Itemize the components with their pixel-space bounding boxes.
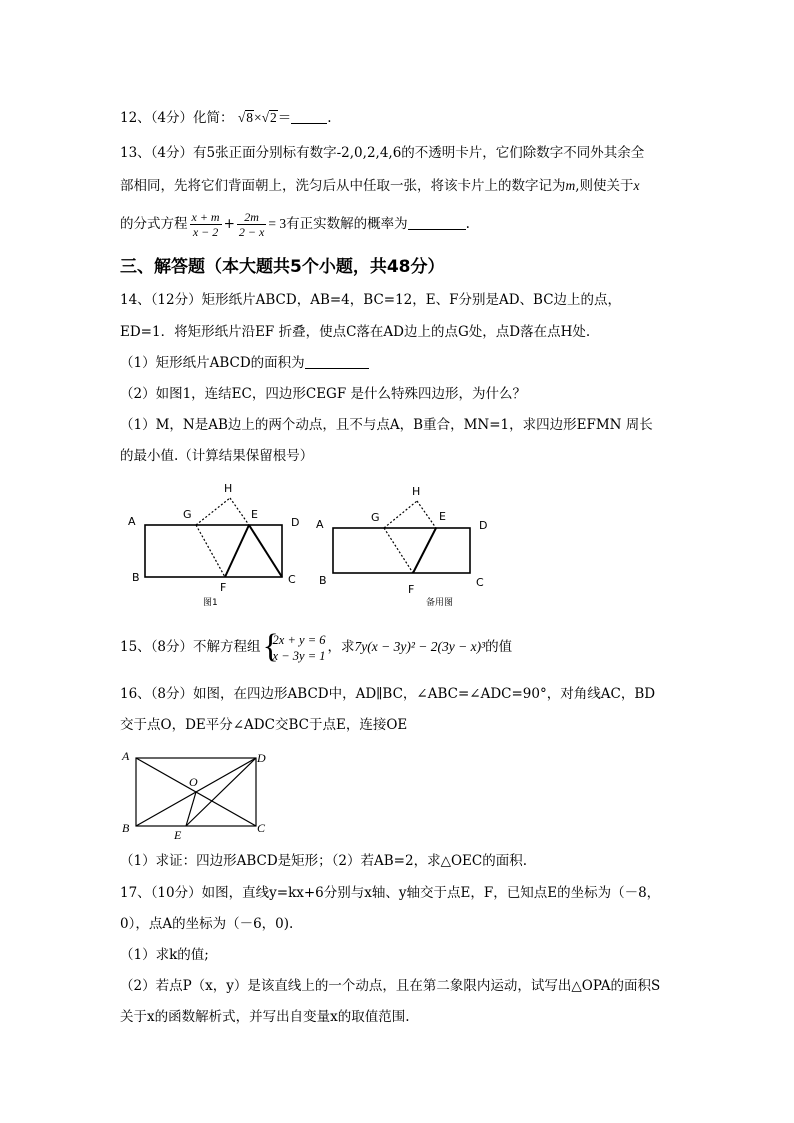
question-number: 14、	[120, 292, 151, 308]
label-c: C	[476, 576, 484, 589]
period: .	[465, 216, 470, 232]
question-14-part-1	[120, 353, 676, 373]
question-16-parts: （1）求证：四边形ABCD是矩形；（2）若AB=2，求△OEC的面积.	[120, 853, 527, 869]
question-17-part-1: （1）求k的值;	[120, 947, 209, 963]
question-number: 12、	[120, 110, 151, 126]
variable-m: m	[565, 178, 576, 193]
label-d: D	[257, 751, 266, 765]
brace: {	[262, 627, 279, 665]
fold-gf	[196, 525, 225, 577]
question-text: 不解方程组	[193, 639, 261, 655]
fold-gh	[196, 498, 230, 525]
label-e: E	[174, 828, 182, 842]
label-h: H	[412, 485, 421, 498]
answer-blank	[305, 354, 369, 369]
question-score: （8分）	[150, 639, 194, 655]
label-a: A	[122, 749, 130, 763]
answer-blank	[408, 215, 466, 230]
question-16-line-1	[120, 684, 676, 704]
question-score: （8分）	[150, 686, 194, 702]
section-heading: 三、解答题（本大题共5个小题，共48分）	[120, 257, 445, 277]
question-15	[120, 627, 676, 667]
question-13-line-1	[120, 143, 676, 163]
question-text: 的值	[485, 639, 513, 655]
question-text: 部相同，先将它们背面朝上，洗匀后从中任取一张，将该卡片上的数字记为	[120, 178, 566, 194]
sqrt-expression: √8×√2	[237, 110, 277, 125]
figure-caption: 备用图	[426, 598, 454, 608]
fold-he	[417, 501, 436, 528]
figure-2	[316, 485, 487, 608]
fraction-denominator: 2 − x	[238, 225, 265, 239]
fraction-numerator: 2m	[237, 210, 266, 225]
equation-system	[262, 627, 326, 665]
question-score: （10分）	[150, 885, 202, 901]
fraction-denominator: x − 2	[192, 225, 219, 239]
question-text: 如图，在四边形ABCD中，AD∥BC，∠ABC=∠ADC=90°，对角线AC，BD	[193, 686, 656, 702]
question-14-part-3-line-2: 的最小值.（计算结果保留根号）	[120, 448, 314, 464]
question-14-part-2: （2）如图1，连结EC，四边形CEGF 是什么特殊四边形，为什么？	[120, 386, 526, 402]
question-number: 13、	[120, 145, 151, 161]
fold-gh	[384, 501, 417, 528]
question-text: 的分式方程	[120, 216, 188, 232]
label-b: B	[122, 821, 130, 835]
question-16-figure	[118, 746, 278, 842]
question-text: 化简：	[193, 110, 234, 126]
figure-caption: 图1	[203, 598, 218, 608]
label-e: E	[439, 510, 446, 523]
question-text: （1）矩形纸片ABCD的面积为	[120, 355, 305, 371]
question-16-line-2: 交于点O，DE平分∠ADC交BC于点E，连接OE	[120, 717, 408, 733]
question-17-line-1	[120, 883, 676, 903]
question-score: （12分）	[150, 292, 202, 308]
label-c: C	[288, 573, 296, 586]
question-text: 如图，直线y=kx+6分别与x轴、y轴交于点E，F，已知点E的坐标为（－8，	[201, 885, 661, 901]
fold-gf	[384, 528, 413, 573]
equation-1: 2x + y = 6	[272, 632, 326, 647]
target-expression: 7y(x − 3y)² − 2(3y − x)³	[354, 639, 486, 654]
times-sign: ×	[254, 110, 262, 125]
question-14-line-2: ED=1．将矩形纸片沿EF 折叠，使点C落在AD边上的点G处，点D落在点H处.	[120, 324, 591, 340]
radicand-a: 8	[246, 110, 253, 125]
variable-x: x	[633, 178, 640, 193]
fold-he	[230, 498, 249, 525]
label-a: A	[128, 515, 136, 528]
question-number: 16、	[120, 686, 151, 702]
equation-rhs: = 3	[268, 216, 287, 231]
question-13-line-3	[120, 209, 676, 239]
rectangle-abcd	[145, 525, 282, 577]
label-e: E	[251, 508, 258, 521]
radicand-b: 2	[270, 110, 277, 125]
question-17-part-2-line-1: （2）若点P（x，y）是该直线上的一个动点，且在第二象限内运动，试写出△OPA的面积S	[120, 978, 661, 994]
question-text: 矩形纸片ABCD，AB=4，BC=12，E、F分别是AD、BC边上的点，	[201, 292, 622, 308]
question-14-line-1	[120, 290, 676, 310]
question-13-line-2	[120, 176, 676, 196]
question-score: （4分）	[150, 110, 194, 126]
label-o: O	[189, 775, 198, 789]
fraction-2	[237, 210, 266, 239]
label-g: G	[183, 508, 192, 521]
label-h: H	[224, 482, 233, 495]
segment-ef	[413, 528, 436, 573]
label-b: B	[132, 571, 140, 584]
question-14-part-3-line-1: （1）M，N是AB边上的两个动点，且不与点A，B重合，MN=1，求四边形EFMN 周长	[120, 417, 653, 433]
label-b: B	[319, 574, 327, 587]
label-f: F	[220, 581, 227, 594]
question-text: ，求	[327, 639, 355, 655]
label-d: D	[291, 516, 300, 529]
fraction-numerator: x + m	[191, 210, 220, 224]
fraction-1	[190, 210, 222, 239]
question-14-figures	[120, 476, 500, 610]
question-17-part-2-line-2: 关于x的函数解析式，并写出自变量x的取值范围.	[120, 1009, 410, 1025]
question-number: 15、	[120, 639, 151, 655]
label-a: A	[316, 518, 324, 531]
rectangle-abcd	[333, 528, 470, 573]
segment-ef	[225, 525, 249, 577]
label-d: D	[479, 519, 488, 532]
label-g: G	[371, 511, 380, 524]
segment-ec	[249, 525, 282, 577]
question-17-line-2: 0），点A的坐标为（－6，0).	[120, 916, 294, 932]
question-text: 有5张正面分别标有数字-2,0,2,4,6的不透明卡片，它们除数字不同外其余全	[193, 145, 645, 161]
period: .	[327, 110, 332, 126]
equals-sign: ＝	[277, 110, 292, 126]
question-text: ,则使关于	[575, 178, 634, 194]
equation-2: x − 3y = 1	[272, 648, 326, 663]
answer-blank	[291, 109, 327, 124]
question-text: 有正实数解的概率为	[286, 216, 408, 232]
figure-1	[128, 482, 299, 608]
label-f: F	[408, 583, 415, 596]
question-number: 17、	[120, 885, 151, 901]
question-score: （4分）	[150, 145, 194, 161]
question-12	[120, 108, 676, 128]
label-c: C	[257, 821, 266, 835]
plus-sign: +	[223, 216, 235, 232]
